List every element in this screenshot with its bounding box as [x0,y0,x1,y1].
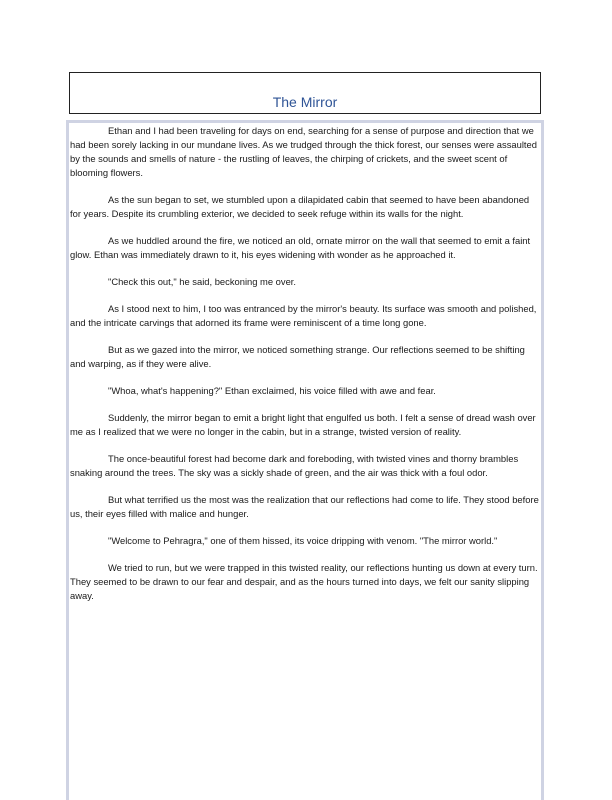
paragraph: "Welcome to Pehragra," one of them hissed, its voice dripping with venom. "The mirror world." [108,535,498,546]
story-body [70,124,542,616]
paragraph: Ethan and I had been traveling for days on end, searching for a sense of purpose and direction that we had been sorely lacking in our mundane lives. As we trudged through the thick forest, our senses were assaulted by the sounds and smells of nature - the rustling of leaves, the chirping of crickets, and the sweet scent of blooming flowers. [70,125,537,178]
paragraph: "Check this out," he said, beckoning me over. [108,276,297,287]
document-title: The Mirror [272,94,338,110]
paragraph: "Whoa, what's happening?" Ethan exclaimed, his voice filled with awe and fear. [108,385,436,396]
paragraph: Suddenly, the mirror began to emit a bright light that engulfed us both. I felt a sense of dread wash over me as I realized that we were no longer in the cabin, but in a strange, twisted version of reality. [70,412,536,437]
paragraph: But as we gazed into the mirror, we noticed something strange. Our reflections seemed to be shifting and warping, as if they were alive. [70,344,525,369]
paragraph: As I stood next to him, I too was entranced by the mirror's beauty. Its surface was smooth and polished, and the intricate carvings that adorned its frame were reminiscent of a time long gone. [70,303,537,328]
paragraph: We tried to run, but we were trapped in this twisted reality, our reflections hunting us down at every turn. They seemed to be drawn to our fear and despair, and as the hours turned into days, we felt our sanity slipping away. [70,562,538,601]
paragraph: As we huddled around the fire, we noticed an old, ornate mirror on the wall that seemed to emit a faint glow. Ethan was immediately drawn to it, his eyes widening with wonder as he approached it. [70,235,531,260]
paragraph: The once-beautiful forest had become dark and foreboding, with twisted vines and thorny brambles snaking around the trees. The sky was a sickly shade of green, and the air was thick with a foul odor. [70,453,519,478]
title-box [69,72,541,114]
paragraph: But what terrified us the most was the realization that our reflections had come to life. They stood before us, their eyes filled with malice and hunger. [70,494,539,519]
paragraph: As the sun began to set, we stumbled upon a dilapidated cabin that seemed to have been abandoned for years. Despite its crumbling exterior, we decided to seek refuge within its walls for the night. [70,194,530,219]
